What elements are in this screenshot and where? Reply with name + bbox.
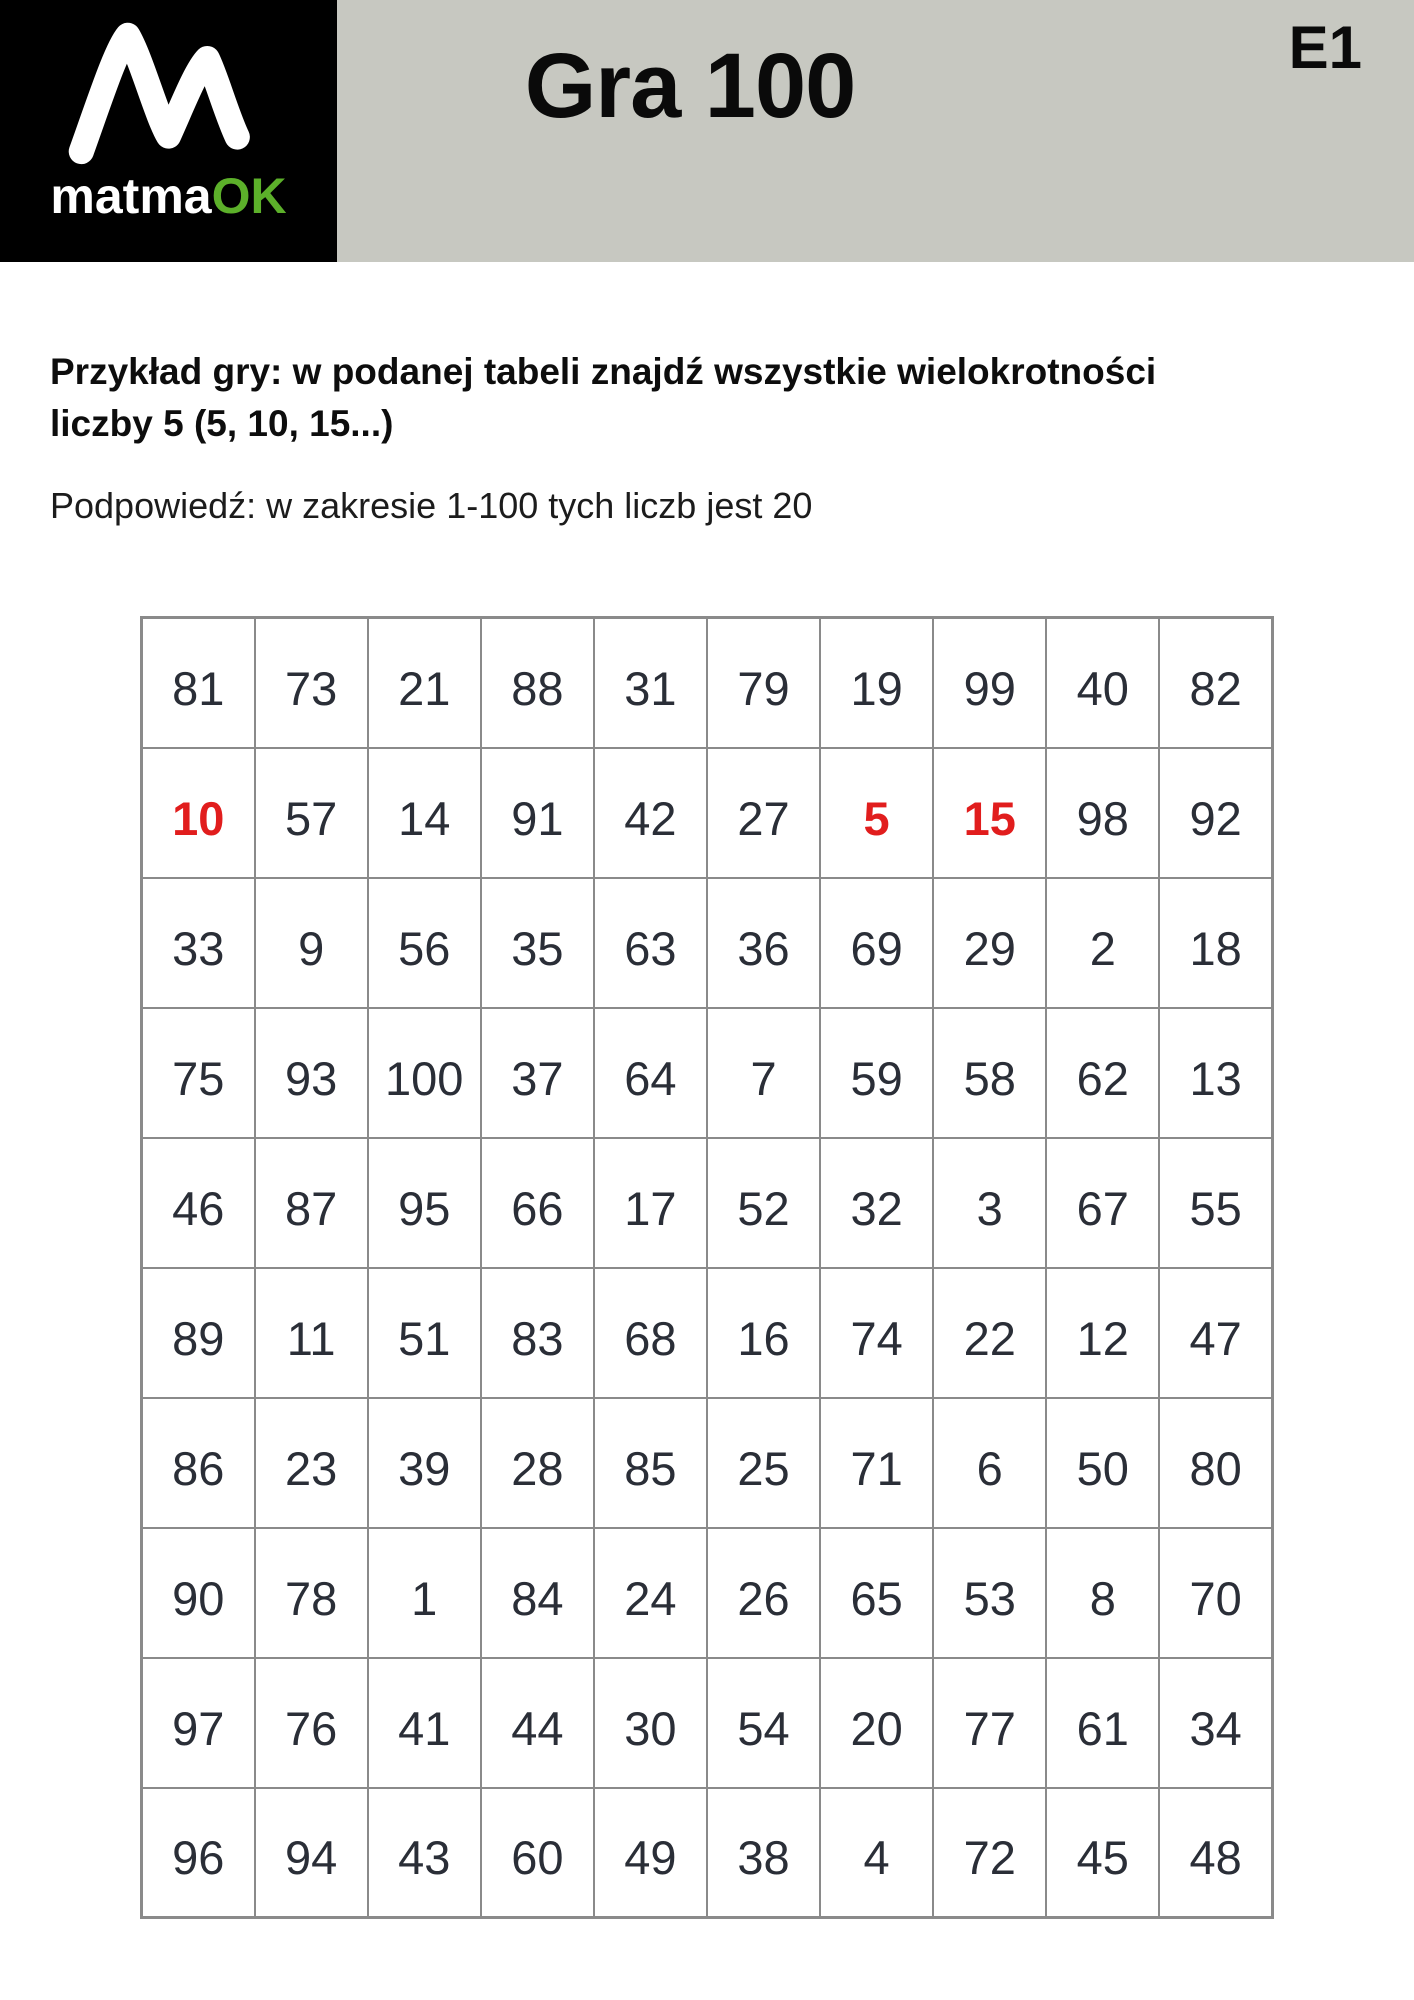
grid-cell: 18 — [1159, 878, 1272, 1008]
grid-cell: 43 — [368, 1788, 481, 1918]
grid-cell: 19 — [820, 618, 933, 748]
grid-cell: 93 — [255, 1008, 368, 1138]
grid-row — [142, 748, 1273, 878]
grid-cell: 80 — [1159, 1398, 1272, 1528]
grid-cell: 3 — [933, 1138, 1046, 1268]
grid-cell: 97 — [142, 1658, 255, 1788]
grid-cell: 10 — [142, 748, 255, 878]
grid-cell: 42 — [594, 748, 707, 878]
grid-cell: 89 — [142, 1268, 255, 1398]
grid-cell: 77 — [933, 1658, 1046, 1788]
grid-cell: 5 — [820, 748, 933, 878]
grid-cell: 57 — [255, 748, 368, 878]
grid-cell: 41 — [368, 1658, 481, 1788]
grid-cell: 68 — [594, 1268, 707, 1398]
grid-cell: 39 — [368, 1398, 481, 1528]
grid-cell: 86 — [142, 1398, 255, 1528]
grid-cell: 14 — [368, 748, 481, 878]
grid-cell: 83 — [481, 1268, 594, 1398]
grid-cell: 71 — [820, 1398, 933, 1528]
instruction-example — [50, 346, 1414, 450]
grid-cell: 44 — [481, 1658, 594, 1788]
grid-row — [142, 1788, 1273, 1918]
grid-cell: 49 — [594, 1788, 707, 1918]
grid-cell: 2 — [1046, 878, 1159, 1008]
grid-cell: 45 — [1046, 1788, 1159, 1918]
sheet-code-badge: E1 — [1288, 14, 1362, 81]
grid-cell: 96 — [142, 1788, 255, 1918]
grid-cell: 99 — [933, 618, 1046, 748]
grid-cell: 66 — [481, 1138, 594, 1268]
grid-cell: 40 — [1046, 618, 1159, 748]
grid-cell: 47 — [1159, 1268, 1272, 1398]
grid-cell: 72 — [933, 1788, 1046, 1918]
grid-cell: 29 — [933, 878, 1046, 1008]
grid-cell: 21 — [368, 618, 481, 748]
grid-cell: 60 — [481, 1788, 594, 1918]
grid-row — [142, 618, 1273, 748]
grid-cell: 50 — [1046, 1398, 1159, 1528]
page-title: Gra 100 — [524, 35, 856, 137]
grid-cell: 24 — [594, 1528, 707, 1658]
grid-cell: 27 — [707, 748, 820, 878]
grid-cell: 1 — [368, 1528, 481, 1658]
grid-cell: 6 — [933, 1398, 1046, 1528]
grid-cell: 88 — [481, 618, 594, 748]
grid-cell: 55 — [1159, 1138, 1272, 1268]
grid-cell: 23 — [255, 1398, 368, 1528]
number-grid-body — [142, 618, 1273, 1918]
grid-cell: 85 — [594, 1398, 707, 1528]
grid-row — [142, 1528, 1273, 1658]
grid-cell: 63 — [594, 878, 707, 1008]
title-banner — [337, 0, 1414, 262]
brand-wordmark — [50, 168, 287, 224]
grid-cell: 54 — [707, 1658, 820, 1788]
grid-cell: 70 — [1159, 1528, 1272, 1658]
worksheet-body — [0, 346, 1414, 1919]
grid-cell: 22 — [933, 1268, 1046, 1398]
grid-row — [142, 1398, 1273, 1528]
grid-cell: 90 — [142, 1528, 255, 1658]
grid-cell: 95 — [368, 1138, 481, 1268]
grid-cell: 59 — [820, 1008, 933, 1138]
grid-cell: 78 — [255, 1528, 368, 1658]
grid-cell: 7 — [707, 1008, 820, 1138]
grid-cell: 76 — [255, 1658, 368, 1788]
grid-cell: 35 — [481, 878, 594, 1008]
brand-m-icon — [61, 14, 276, 169]
grid-cell: 36 — [707, 878, 820, 1008]
grid-row — [142, 1268, 1273, 1398]
grid-cell: 16 — [707, 1268, 820, 1398]
grid-row — [142, 1658, 1273, 1788]
grid-cell: 87 — [255, 1138, 368, 1268]
instruction-example-line1: Przykład gry: w podanej tabeli znajdź wszystkie wielokrotności — [50, 351, 1157, 392]
grid-cell: 32 — [820, 1138, 933, 1268]
grid-cell: 4 — [820, 1788, 933, 1918]
grid-cell: 81 — [142, 618, 255, 748]
grid-cell: 98 — [1046, 748, 1159, 878]
grid-cell: 94 — [255, 1788, 368, 1918]
grid-cell: 53 — [933, 1528, 1046, 1658]
grid-cell: 31 — [594, 618, 707, 748]
grid-row — [142, 878, 1273, 1008]
logo-box — [0, 0, 337, 262]
grid-cell: 8 — [1046, 1528, 1159, 1658]
grid-cell: 13 — [1159, 1008, 1272, 1138]
number-grid — [140, 616, 1274, 1919]
grid-cell: 82 — [1159, 618, 1272, 748]
grid-cell: 65 — [820, 1528, 933, 1658]
grid-cell: 20 — [820, 1658, 933, 1788]
grid-cell: 28 — [481, 1398, 594, 1528]
instruction-example-line2: liczby 5 (5, 10, 15...) — [50, 403, 394, 444]
grid-cell: 67 — [1046, 1138, 1159, 1268]
grid-cell: 12 — [1046, 1268, 1159, 1398]
grid-cell: 92 — [1159, 748, 1272, 878]
grid-cell: 100 — [368, 1008, 481, 1138]
brand-text-ok: OK — [211, 168, 287, 224]
grid-cell: 62 — [1046, 1008, 1159, 1138]
grid-cell: 34 — [1159, 1658, 1272, 1788]
grid-cell: 17 — [594, 1138, 707, 1268]
instruction-hint: Podpowiedź: w zakresie 1-100 tych liczb jest 20 — [50, 485, 813, 526]
grid-cell: 25 — [707, 1398, 820, 1528]
grid-cell: 84 — [481, 1528, 594, 1658]
grid-cell: 48 — [1159, 1788, 1272, 1918]
grid-cell: 58 — [933, 1008, 1046, 1138]
grid-cell: 79 — [707, 618, 820, 748]
grid-cell: 51 — [368, 1268, 481, 1398]
grid-cell: 26 — [707, 1528, 820, 1658]
grid-cell: 75 — [142, 1008, 255, 1138]
grid-cell: 30 — [594, 1658, 707, 1788]
grid-cell: 74 — [820, 1268, 933, 1398]
grid-cell: 15 — [933, 748, 1046, 878]
grid-row — [142, 1138, 1273, 1268]
brand-text-matma: matma — [50, 168, 212, 224]
grid-cell: 52 — [707, 1138, 820, 1268]
grid-cell: 73 — [255, 618, 368, 748]
grid-cell: 46 — [142, 1138, 255, 1268]
grid-cell: 38 — [707, 1788, 820, 1918]
grid-cell: 56 — [368, 878, 481, 1008]
grid-cell: 69 — [820, 878, 933, 1008]
page-header — [0, 0, 1414, 262]
grid-row — [142, 1008, 1273, 1138]
grid-cell: 33 — [142, 878, 255, 1008]
grid-cell: 61 — [1046, 1658, 1159, 1788]
grid-cell: 64 — [594, 1008, 707, 1138]
grid-cell: 37 — [481, 1008, 594, 1138]
grid-cell: 11 — [255, 1268, 368, 1398]
grid-cell: 9 — [255, 878, 368, 1008]
grid-cell: 91 — [481, 748, 594, 878]
